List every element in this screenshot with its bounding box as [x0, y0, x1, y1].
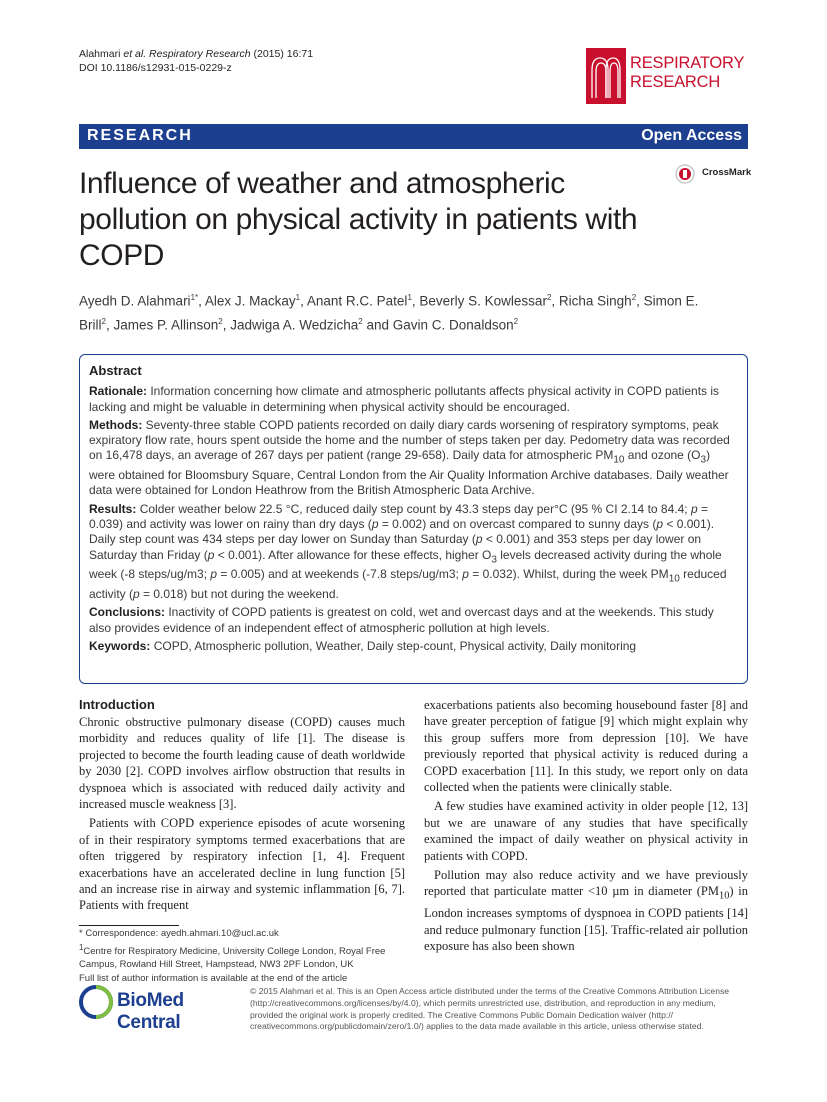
open-access-label: Open Access [641, 127, 742, 144]
journal-logo [586, 48, 748, 104]
left-paragraphs [79, 714, 405, 914]
journal-logo-icon [586, 48, 628, 104]
abstract-section-keywords [89, 639, 739, 654]
abstract-section-text: Seventy-three stable COPD patients recorded on daily diary cards worsening of respiratory symptoms, peak expiratory flow rate, hours spent outside the home and the number of steps taken per day. Pedometry data was recorded on 16,478 days, an average of 267 days per patient (range 29-658). Daily data for atmospheric $PM_{10}$ and ozone $(O_3)$ were obtained for Bloomsbury Square, Central London from the Air Quality Information Archive databases. Daily weather data were obtained for London Heathrow from the British Atmospheric Data Archive. [89, 417, 730, 498]
citation-line-1: Alahmari et al. Respiratory Research (2015) 16:71 [79, 48, 314, 60]
abstract-heading: Abstract [89, 363, 142, 378]
abstract-section-label: Results: [89, 501, 140, 516]
author-info-note: Full list of author information is available at the end of the article [79, 972, 348, 984]
article-type-banner [79, 124, 748, 149]
body-paragraph: Pollution may also reduce activity and we have previously reported that particulate matter <10 µm in diameter $(PM_{10})$ in London increases symptoms of dyspnoea in COPD patients [14] and reduce pulmonary function [15]. Traffic-related air pollution exposure has also been shown [424, 868, 748, 954]
abstract-section-text: Inactivity of COPD patients is greatest on cold, wet and overcast days and at the weekends. This study also provides evidence of an independent effect of atmospheric pollution at high levels. [89, 605, 714, 635]
crossmark-label: CrossMark [702, 167, 752, 178]
body-paragraph: exacerbations patients also becoming housebound faster [8] and have greater perception of fatigue [9] which might explain why this group suffers more from depression [10]. We have previously reported that physical activity is reduced during a COPD exacerbation [11]. In this study, we report only on data collected when the patients were clinically stable. [424, 698, 748, 795]
license-text: © 2015 Alahmari et al. This is an Open Access article distributed under the terms of the Creative Commons Attribution License (http://creativecommons.org/licenses/by/4.0), which permits unrestricted use, distribution, and reproduction in any medium, provided the original work is properly credited. The Creative Commons Public Domain Dedication waiver (http:// creativecommons.org/publicdomain/zero/1.0/) applies to the data made available in this article, unless otherwise stated. [250, 986, 730, 1032]
doi-line: DOI 10.1186/s12931-015-0229-z [79, 62, 232, 74]
abstract-sections [89, 384, 739, 654]
body-column-left [79, 697, 405, 914]
abstract-section-rationale [89, 384, 739, 415]
abstract-section-label: Keywords: [89, 638, 154, 653]
author-list: Ayedh D. Alahmari$^{1*}$, Alex J. Mackay$^1$, Anant R.C. Patel$^1$, Beverly S. Kowlessar$^2$, Richa Singh$^2$, Simon E. Brill$^2$, James P. Allinson$^2$, Jadwiga A. Wedzicha$^2$ and Gavin C. Donaldson$^2$ [79, 293, 699, 332]
publisher-logo [79, 985, 239, 1033]
article-type-label: RESEARCH [87, 127, 193, 144]
abstract-section-label: Conclusions: [89, 605, 169, 620]
abstract-content [89, 363, 739, 657]
body-paragraph: A few studies have examined activity in older people [12, 13] but we are unaware of any studies that have specifically examined the impact of daily weather on physical activity in patients with COPD. [424, 799, 748, 863]
body-paragraph: Chronic obstructive pulmonary disease (COPD) causes much morbidity and reduces quality of life [1]. The disease is projected to become the fourth leading cause of death worldwide by 2030 [2]. COPD involves airflow obstruction that results in dyspnoea which is associated with reduced daily activity and increased muscle weakness [3]. [79, 715, 405, 812]
abstract-section-text: Information concerning how climate and atmospheric pollutants affects physical activity in COPD patients is lacking and might be valuable in determining when physical activity should be encouraged. [89, 384, 720, 414]
article-title: Influence of weather and atmospheric pollution on physical activity in patients with COPD [79, 167, 638, 272]
abstract-section-text: COPD, Atmospheric pollution, Weather, Daily step-count, Physical activity, Daily monitoring [153, 638, 637, 653]
abstract-section-conclusions [89, 605, 739, 636]
body-column-right [424, 697, 748, 955]
abstract-section-label: Rationale: [89, 384, 151, 399]
journal-name-line-2: RESEARCH [630, 73, 721, 91]
citation-header [79, 47, 313, 75]
correspondence-footnote: * Correspondence: ayedh.ahmari.10@ucl.ac.uk [79, 928, 279, 939]
affiliation-footnote: $^1$Centre for Respiratory Medicine, University College London, Royal Free Campus, Rowland Hill Street, Hampstead, NW3 2PF London, UK [79, 942, 386, 971]
abstract-section-methods [89, 418, 739, 499]
crossmark-icon [674, 164, 698, 184]
abstract-section-results [89, 502, 739, 603]
journal-name [630, 54, 744, 92]
biomed-central-icon [79, 985, 113, 1019]
abstract-box [79, 354, 748, 684]
journal-name-line-1: RESPIRATORY [630, 54, 745, 72]
body-paragraph: Patients with COPD experience episodes of acute worsening of in their respiratory symptoms termed exacerbations that are often triggered by respiratory infection [1, 4]. Frequent exacerbations have an accelerated decline in lung function [5] and an increase rise in airway and systemic inflammation [6, 7]. Patients with frequent [79, 816, 405, 913]
publisher-name: BioMed Central [117, 990, 184, 1033]
abstract-section-label: Methods: [89, 417, 146, 432]
footnotes [79, 925, 405, 985]
abstract-section-text: Colder weather below 22.5 °C, reduced daily step count by 43.3 steps day per°C (95 % CI 2.14 to 84.4; p = 0.039) and activity was lower on rainy than dry days (p = 0.002) and on overcast compared to sunny days (p < 0.001). Daily step count was 434 steps per day lower on Sunday than Saturday (p < 0.001) and 353 steps per day lower on Saturday than Friday (p < 0.001). After allowance for these effects, higher $O_3$ levels decreased activity during the whole week (-8 steps/ug/m3; p = 0.005) and at weekends (-7.8 steps/ug/m3; p = 0.032). Whilst, during the week $PM_{10}$ reduced activity (p = 0.018) but not during the weekend. [89, 501, 727, 602]
crossmark-badge[interactable] [674, 164, 754, 184]
introduction-heading: Introduction [79, 697, 155, 712]
right-paragraphs [424, 697, 748, 955]
